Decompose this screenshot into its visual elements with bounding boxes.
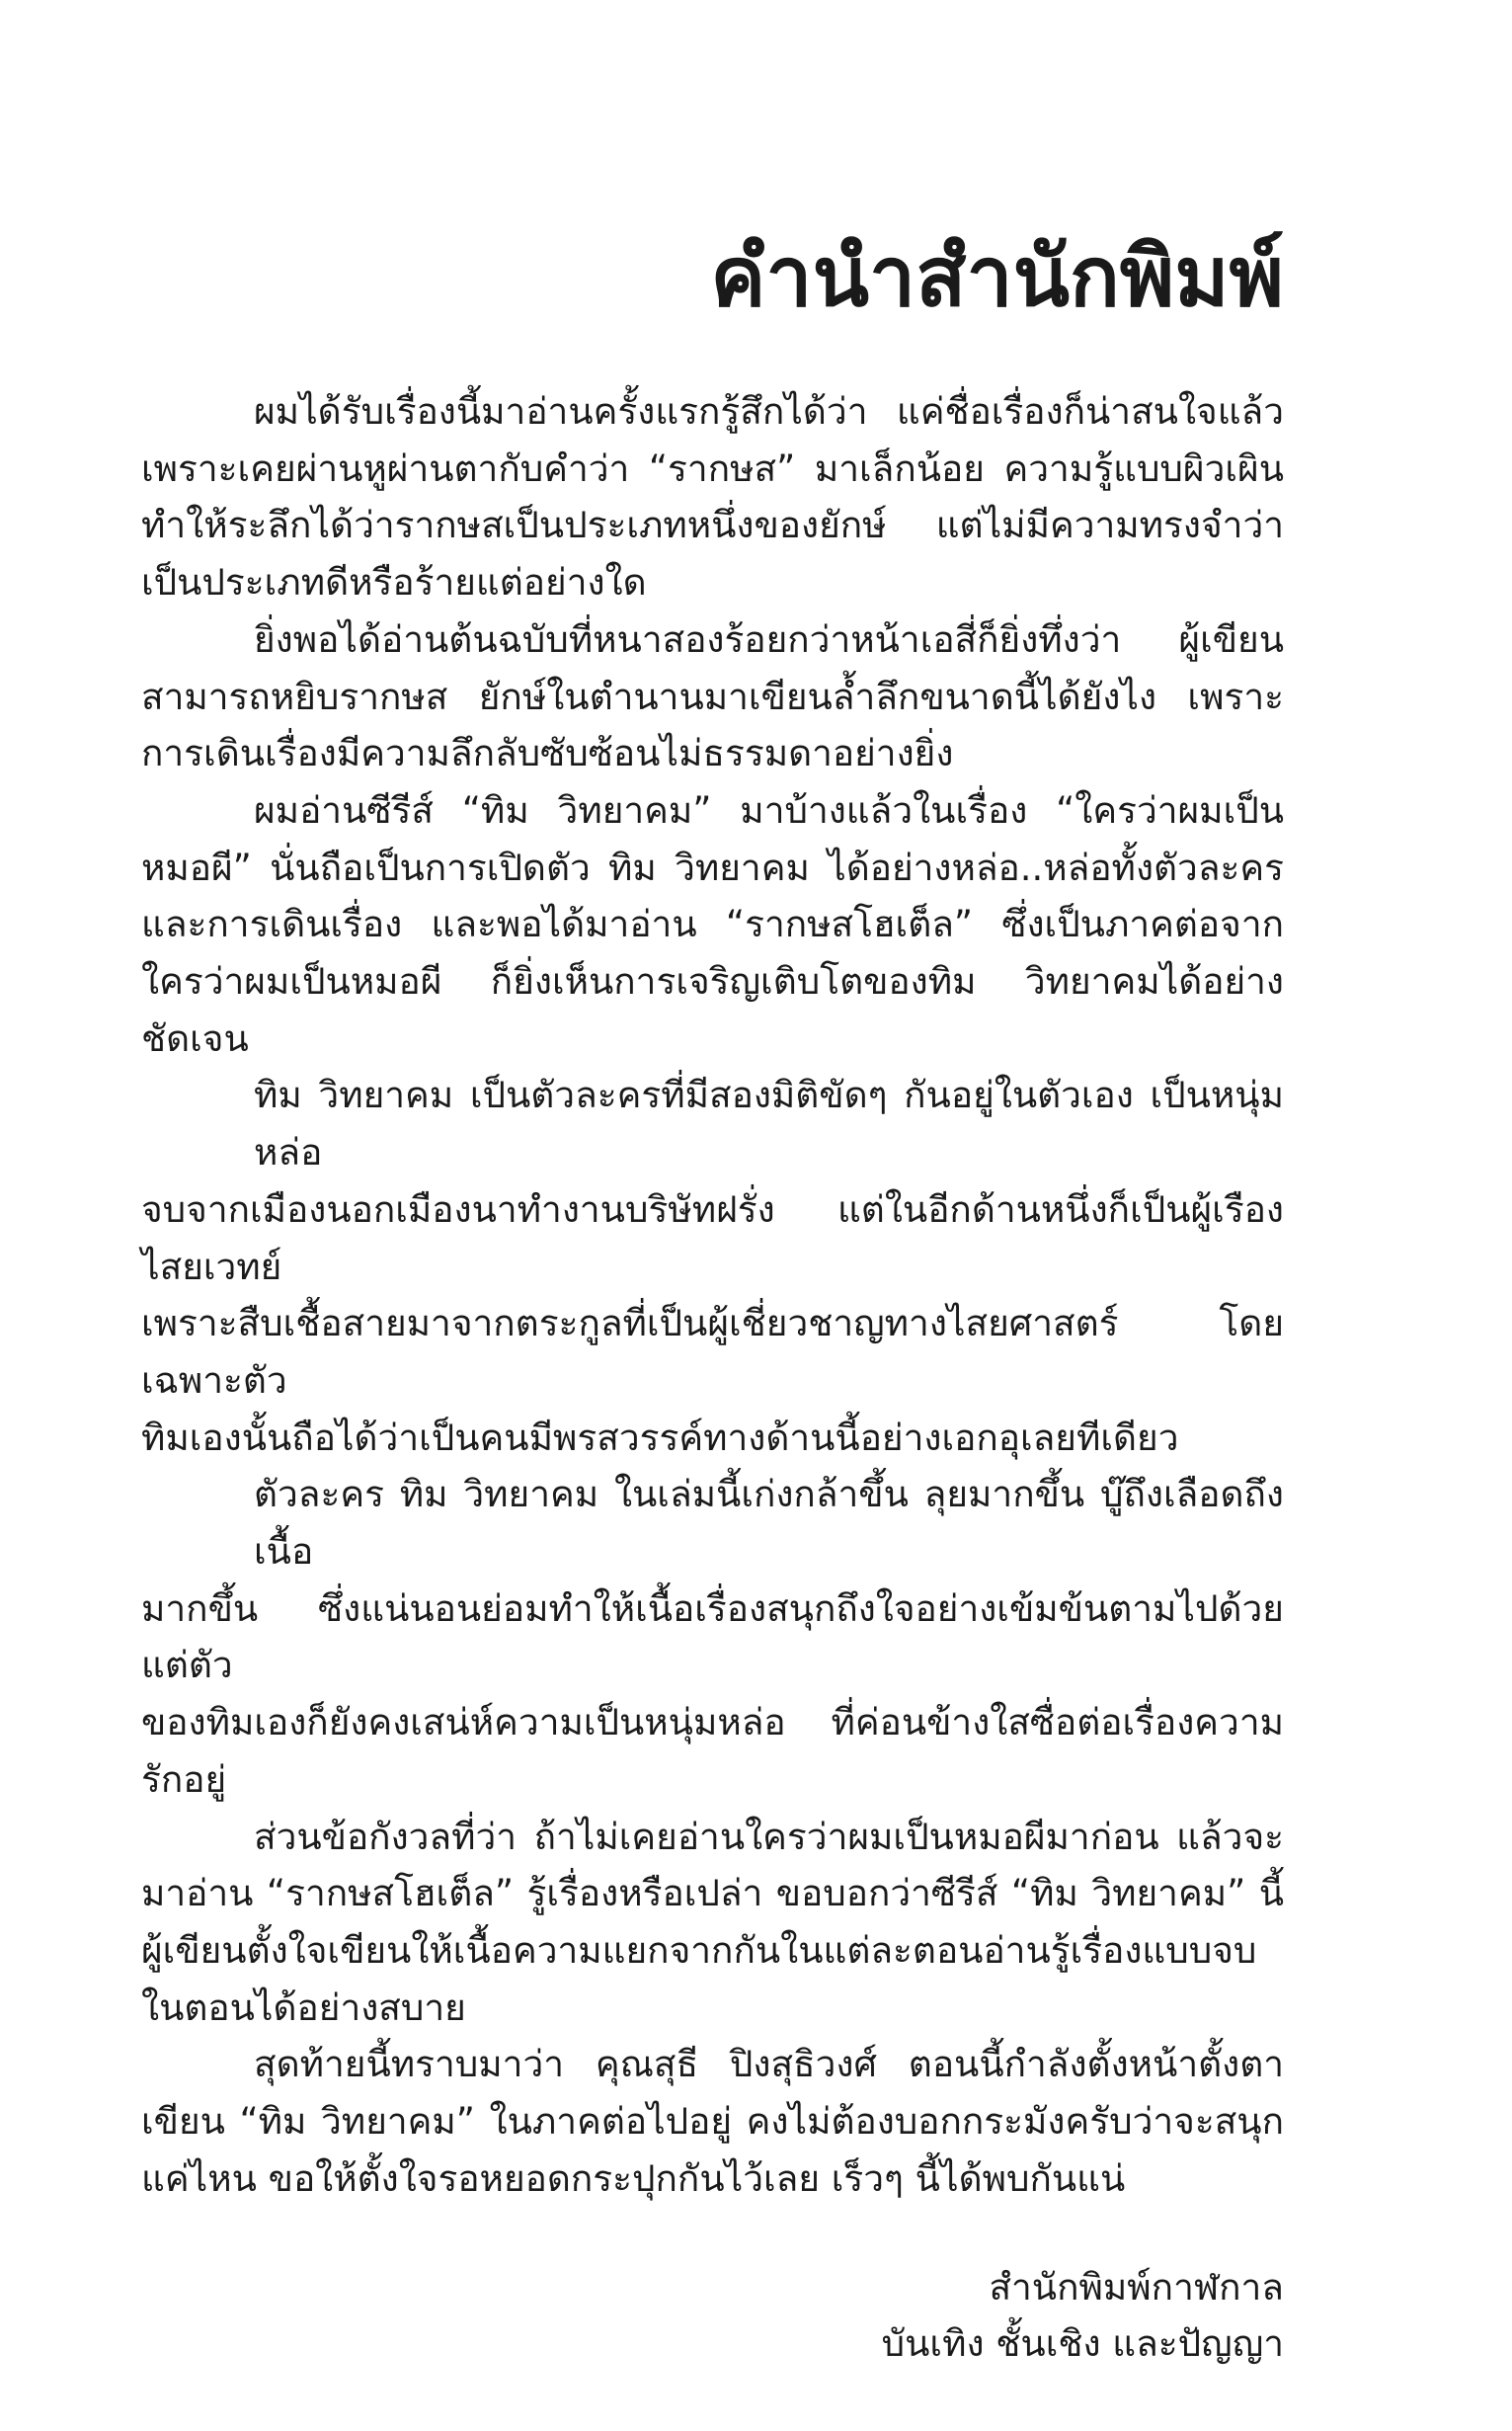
paragraph-line: ตัวละคร ทิม วิทยาคม ในเล่มนี้เก่งกล้าขึ้น ลุยมากขึ้น บู๊ถึงเลือดถึงเนื้อ <box>254 1473 1284 1574</box>
paragraph-line: มากขึ้น ซึ่งแน่นอนย่อมทำให้เนื้อเรื่องสนุกถึงใจอย่างเข้มข้นตามไปด้วย แต่ตัว <box>141 1586 1284 1687</box>
paragraph-line: เป็นประเภทดีหรือร้ายแต่อย่างใด <box>141 561 647 605</box>
paragraph-line: สามารถหยิบรากษส ยักษ์ในตำนานมาเขียนล้ำลึกขนาดนี้ได้ยังไง เพราะ <box>141 675 1284 718</box>
paragraph-line: ส่วนข้อกังวลที่ว่า ถ้าไม่เคยอ่านใครว่าผมเป็นหมอผีมาก่อน แล้วจะ <box>254 1815 1284 1858</box>
foreword-body <box>141 383 1284 2208</box>
publisher-motto: บันเทิง ชั้นเชิง และปัญญา <box>881 2321 1284 2365</box>
page-title: คำนำสำนักพิมพ์ <box>710 228 1284 325</box>
paragraph-line: ยิ่งพอได้อ่านต้นฉบับที่หนาสองร้อยกว่าหน้าเอสี่ก็ยิ่งทึ่งว่า ผู้เขียน <box>254 617 1284 661</box>
paragraph-line: ผมอ่านซีรีส์ “ทิม วิทยาคม” มาบ้างแล้วในเรื่อง “ใครว่าผมเป็น <box>254 788 1284 832</box>
signature-block <box>141 2259 1284 2372</box>
paragraph-line: ทิมเองนั้นถือได้ว่าเป็นคนมีพรสวรรค์ทางด้านนี้อย่างเอกอุเลยทีเดียว <box>141 1416 1179 1459</box>
paragraph-line: หมอผี” นั่นถือเป็นการเปิดตัว ทิม วิทยาคม ได้อย่างหล่อ..หล่อทั้งตัวละคร <box>141 846 1284 889</box>
paragraph-line: จบจากเมืองนอกเมืองนาทำงานบริษัทฝรั่ง แต่ในอีกด้านหนึ่งก็เป็นผู้เรืองไสยเวทย์ <box>141 1187 1284 1288</box>
paragraph-line: เพราะสืบเชื้อสายมาจากตระกูลที่เป็นผู้เชี่ยวชาญทางไสยศาสตร์ โดยเฉพาะตัว <box>141 1302 1284 1402</box>
publisher-name: สำนักพิมพ์กาฬกาล <box>989 2265 1284 2309</box>
paragraph-line: ทำให้ระลึกได้ว่ารากษสเป็นประเภทหนึ่งของยักษ์ แต่ไม่มีความทรงจำว่า <box>141 504 1284 547</box>
paragraph-line: เพราะเคยผ่านหูผ่านตากับคำว่า “รากษส” มาเล็กน้อย ความรู้แบบผิวเผิน <box>141 446 1284 490</box>
paragraph-line: ทิม วิทยาคม เป็นตัวละครที่มีสองมิติขัดๆ กันอยู่ในตัวเอง เป็นหนุ่มหล่อ <box>254 1074 1284 1175</box>
paragraph-line: และการเดินเรื่อง และพอได้มาอ่าน “รากษสโฮเต็ล” ซึ่งเป็นภาคต่อจาก <box>141 903 1284 946</box>
paragraph-line: การเดินเรื่องมีความลึกลับซับซ้อนไม่ธรรมดาอย่างยิ่ง <box>141 732 954 775</box>
paragraph-line: ในตอนได้อย่างสบาย <box>141 1985 466 2029</box>
paragraph-line: ผู้เขียนตั้งใจเขียนให้เนื้อความแยกจากกันในแต่ละตอนอ่านรู้เรื่องแบบจบ <box>141 1928 1257 1972</box>
paragraph-line: เขียน “ทิม วิทยาคม” ในภาคต่อไปอยู่ คงไม่ต้องบอกกระมังครับว่าจะสนุก <box>141 2100 1284 2144</box>
paragraph-line: สุดท้ายนี้ทราบมาว่า คุณสุธี ปิงสุธิวงศ์ ตอนนี้กำลังตั้งหน้าตั้งตา <box>254 2043 1284 2086</box>
paragraph-line: มาอ่าน “รากษสโฮเต็ล” รู้เรื่องหรือเปล่า ขอบอกว่าซีรีส์ “ทิม วิทยาคม” นี้ <box>141 1872 1284 1915</box>
paragraph-line: ผมได้รับเรื่องนี้มาอ่านครั้งแรกรู้สึกได้ว่า แค่ชื่อเรื่องก็น่าสนใจแล้ว <box>254 390 1284 433</box>
paragraph-line: ใครว่าผมเป็นหมอผี ก็ยิ่งเห็นการเจริญเติบโตของทิม วิทยาคมได้อย่างชัดเจน <box>141 960 1284 1060</box>
paragraph-line: แค่ไหน ขอให้ตั้งใจรอหยอดกระปุกกันไว้เลย เร็วๆ นี้ได้พบกันแน่ <box>141 2156 1126 2200</box>
paragraph-line: ของทิมเองก็ยังคงเสน่ห์ความเป็นหนุ่มหล่อ ที่ค่อนข้างใสซื่อต่อเรื่องความรักอยู่ <box>141 1701 1284 1801</box>
